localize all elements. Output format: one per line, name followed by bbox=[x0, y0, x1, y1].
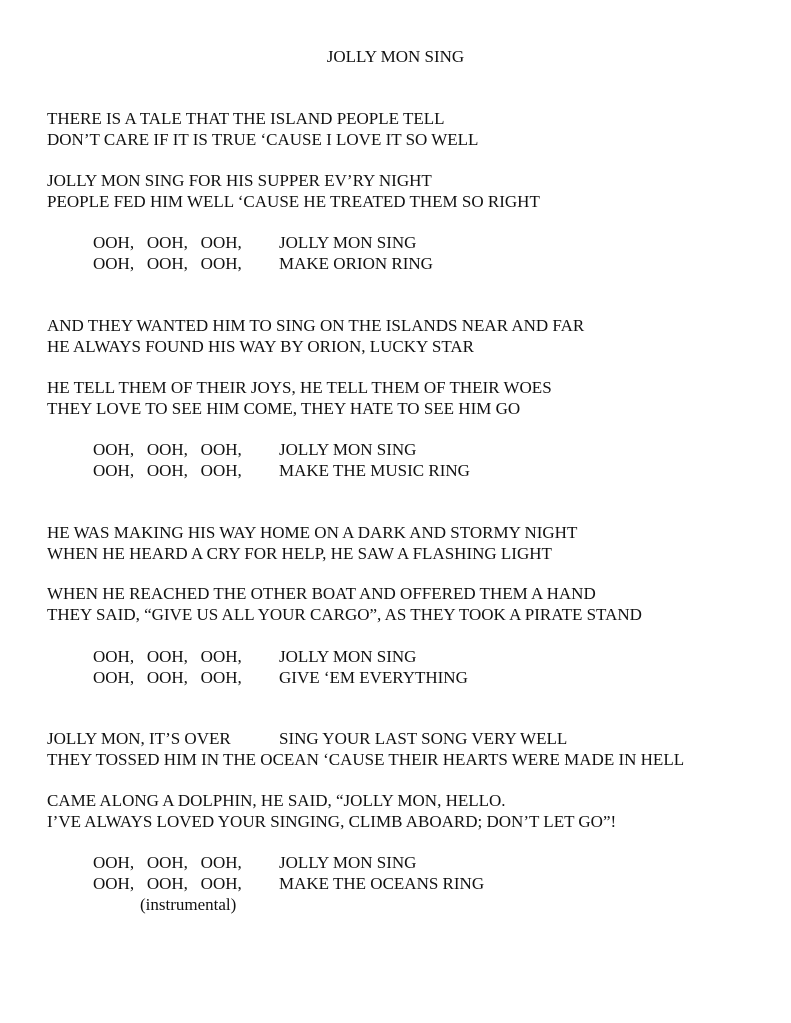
chorus-lyric: MAKE ORION RING bbox=[279, 254, 433, 273]
instrumental-note: (instrumental) bbox=[140, 895, 237, 914]
chorus-lyric: JOLLY MON SING bbox=[279, 440, 417, 459]
verse-line: AND THEY WANTED HIM TO SING ON THE ISLANDS NEAR AND FAR bbox=[47, 316, 585, 335]
chorus-ooh: OOH, OOH, OOH, bbox=[93, 853, 242, 872]
chorus-ooh: OOH, OOH, OOH, bbox=[93, 440, 242, 459]
chorus-ooh: OOH, OOH, OOH, bbox=[93, 461, 242, 480]
verse-4 bbox=[47, 377, 552, 419]
verse-7 bbox=[47, 728, 684, 770]
chorus-lyric: JOLLY MON SING bbox=[279, 647, 417, 666]
chorus-lyric: JOLLY MON SING bbox=[279, 233, 417, 252]
verse-line: THEY TOSSED HIM IN THE OCEAN ‘CAUSE THEIR HEARTS WERE MADE IN HELL bbox=[47, 750, 685, 769]
chorus-lyric: JOLLY MON SING bbox=[279, 853, 417, 872]
verse-line: I’VE ALWAYS LOVED YOUR SINGING, CLIMB ABOARD; DON’T LET GO”! bbox=[47, 812, 617, 831]
chorus-lyric: MAKE THE OCEANS RING bbox=[279, 874, 485, 893]
verse-6 bbox=[47, 583, 642, 625]
chorus-ooh: OOH, OOH, OOH, bbox=[93, 233, 242, 252]
verse-line: HE TELL THEM OF THEIR JOYS, HE TELL THEM OF THEIR WOES bbox=[47, 378, 552, 397]
chorus-ooh: OOH, OOH, OOH, bbox=[93, 254, 242, 273]
verse-2 bbox=[47, 170, 540, 212]
chorus-ooh: OOH, OOH, OOH, bbox=[93, 647, 242, 666]
verse-3 bbox=[47, 315, 584, 357]
verse-line: THEY SAID, “GIVE US ALL YOUR CARGO”, AS THEY TOOK A PIRATE STAND bbox=[47, 605, 642, 624]
verse-5 bbox=[47, 522, 577, 564]
verse-8 bbox=[47, 790, 616, 832]
verse-line-part: JOLLY MON, IT’S OVER bbox=[47, 729, 231, 748]
verse-line: DON’T CARE IF IT IS TRUE ‘CAUSE I LOVE IT SO WELL bbox=[47, 130, 479, 149]
verse-line: CAME ALONG A DOLPHIN, HE SAID, “JOLLY MON, HELLO. bbox=[47, 791, 506, 810]
verse-1 bbox=[47, 108, 478, 150]
chorus-ooh: OOH, OOH, OOH, bbox=[93, 874, 242, 893]
verse-line-part: SING YOUR LAST SONG VERY WELL bbox=[279, 729, 568, 748]
chorus-lyric: GIVE ‘EM EVERYTHING bbox=[279, 668, 468, 687]
verse-line: WHEN HE HEARD A CRY FOR HELP, HE SAW A FLASHING LIGHT bbox=[47, 544, 552, 563]
verse-line: THERE IS A TALE THAT THE ISLAND PEOPLE TELL bbox=[47, 109, 445, 128]
verse-line: HE WAS MAKING HIS WAY HOME ON A DARK AND STORMY NIGHT bbox=[47, 523, 578, 542]
verse-line: JOLLY MON SING FOR HIS SUPPER EV’RY NIGHT bbox=[47, 171, 432, 190]
verse-line: HE ALWAYS FOUND HIS WAY BY ORION, LUCKY STAR bbox=[47, 337, 474, 356]
verse-line: WHEN HE REACHED THE OTHER BOAT AND OFFERED THEM A HAND bbox=[47, 584, 596, 603]
chorus-ooh: OOH, OOH, OOH, bbox=[93, 668, 242, 687]
verse-line: PEOPLE FED HIM WELL ‘CAUSE HE TREATED THEM SO RIGHT bbox=[47, 192, 540, 211]
song-title: JOLLY MON SING bbox=[326, 47, 465, 66]
verse-line bbox=[47, 728, 684, 749]
chorus-lyric: MAKE THE MUSIC RING bbox=[279, 461, 470, 480]
verse-line: THEY LOVE TO SEE HIM COME, THEY HATE TO SEE HIM GO bbox=[47, 399, 521, 418]
